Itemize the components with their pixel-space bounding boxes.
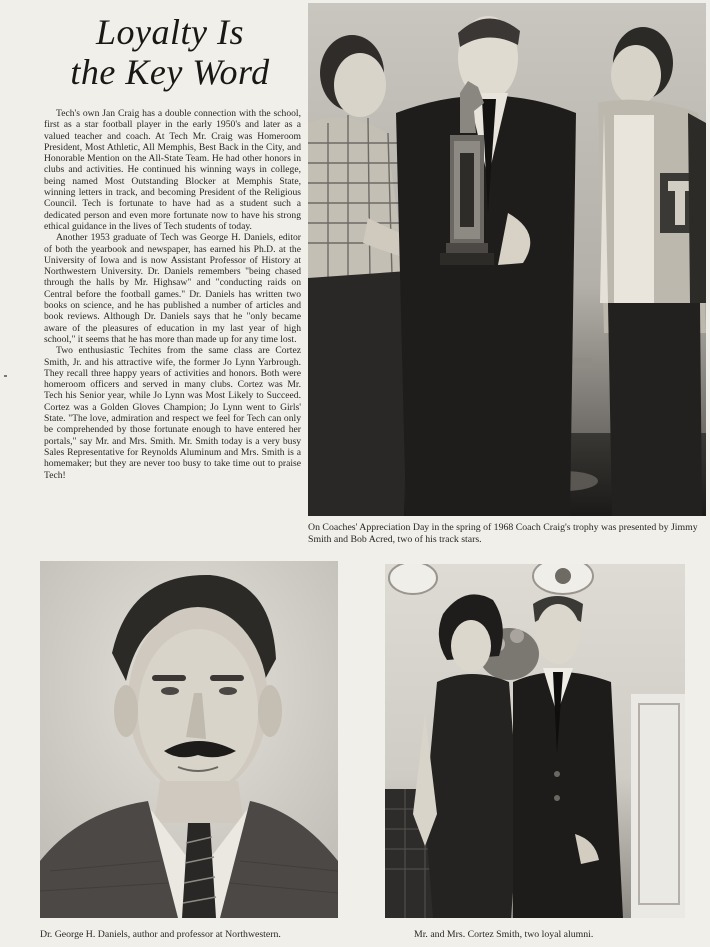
article-body <box>44 108 301 481</box>
daniels-photo-caption: Dr. George H. Daniels, author and professor at Northwestern. <box>40 929 281 940</box>
smith-couple-photo <box>385 564 685 918</box>
trophy-presentation-photo <box>308 3 706 516</box>
headline-line-1: Loyalty Is <box>96 12 244 52</box>
page-edge-mark <box>4 375 7 377</box>
article-paragraph-craig: Tech's own Jan Craig has a double connection with the school, first as a star football player in the early 1950's and later as a valued teacher and coach. At Tech Mr. Craig was Homeroom President, Most Athletic, All Memphis, Best Back in the City, and Honorable Mention on the All-State Team. He had other honors in clubs and activities. He continued his winning ways in college, being named Most Outstanding Blocker at Memphis State, winning letters in track, and becoming President of the Religious Council. Tech is fortunate to have had as a student such a dedicated person and even more fortunate now to have his strong ethical guidance in the lives of Tech students of today. <box>44 108 301 232</box>
article-paragraph-smith: Two enthusiastic Techites from the same class are Cortez Smith, Jr. and his attractive wife, the former Jo Lynn Yarbrough. They recall three happy years of activities and honors. Both were homeroom officers and served in many clubs. Cortez was Mr. Tech his Senior year, while Jo Lynn was Most Likely to Succeed. Cortez was a Golden Gloves Champion; Jo Lynn went to Girls' State. "The love, admiration and respect we feel for Tech can only be comprehended by those fortunate enough to have entered her portals," say Mr. and Mrs. Smith. Mr. Smith today is a very busy Sales Representative for Reynolds Aluminum and Mrs. Smith is a homemaker; but they are never too busy to take time out to praise Tech! <box>44 345 301 481</box>
trophy-photo-caption: On Coaches' Appreciation Day in the spring of 1968 Coach Craig's trophy was presented by Jimmy Smith and Bob Acred, two of his track stars. <box>308 522 698 545</box>
headline <box>40 12 300 92</box>
daniels-portrait-photo <box>40 561 338 918</box>
article-paragraph-daniels: Another 1953 graduate of Tech was George H. Daniels, editor of both the yearbook and newspaper, has earned his Ph.D. at the University of Iowa and is now Assistant Professor of History at Northwestern University. Dr. Daniels remembers "being chased through the halls by Mr. Highsaw" and "conducting raids on Central before the football games." Dr. Daniels has written two books on science, and he has published a number of articles and book reviews. Although Dr. Daniels says that he "only became aware of the pleasures of education in my last year of high school," it seems that he has more than made up for any time lost. <box>44 232 301 345</box>
smiths-photo-caption: Mr. and Mrs. Cortez Smith, two loyal alumni. <box>414 929 594 940</box>
headline-line-2: the Key Word <box>70 52 270 92</box>
